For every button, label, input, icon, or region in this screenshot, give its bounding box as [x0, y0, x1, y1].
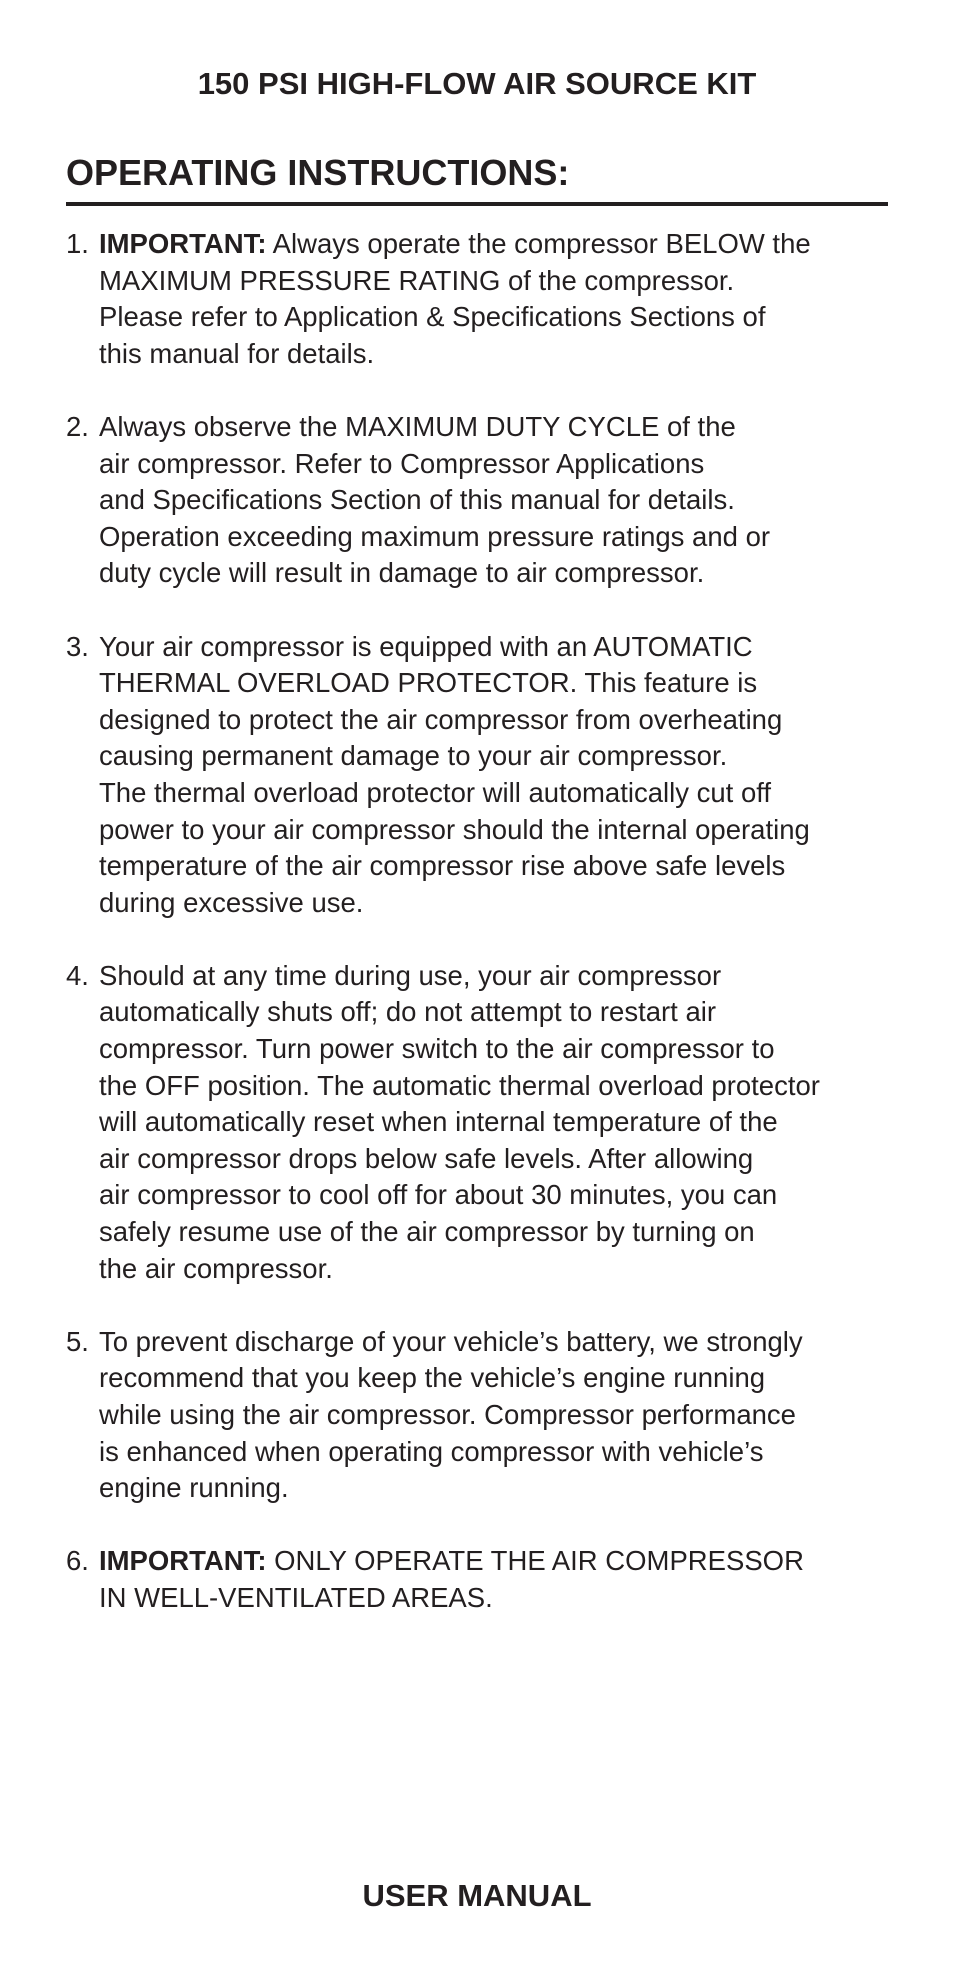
- instruction-item: [66, 958, 896, 1287]
- line-text: air compressor drops below safe levels. After allowing: [99, 1142, 754, 1174]
- line-text: The thermal overload protector will automatically cut off: [99, 776, 772, 808]
- instruction-line: [99, 812, 896, 849]
- line-text: To prevent discharge of your vehicle’s battery, we strongly: [99, 1325, 803, 1357]
- line-text: is enhanced when operating compressor with vehicle’s: [99, 1435, 764, 1467]
- line-text: Your air compressor is equipped with an AUTOMATIC: [99, 630, 753, 662]
- instruction-line: [99, 665, 896, 702]
- line-text: causing permanent damage to your air compressor.: [99, 740, 728, 772]
- instruction-item: [66, 226, 896, 372]
- important-label: IMPORTANT:: [99, 228, 267, 259]
- instruction-text: [99, 629, 896, 922]
- footer-title: USER MANUAL: [362, 1878, 592, 1913]
- instruction-line: [99, 738, 896, 775]
- line-text: Always operate the compressor BELOW the: [272, 228, 811, 259]
- line-text: during excessive use.: [99, 886, 364, 918]
- line-text: duty cycle will result in damage to air compressor.: [99, 557, 705, 589]
- instruction-line: [99, 555, 896, 592]
- line-text: compressor. Turn power switch to the air compressor to: [99, 1033, 775, 1065]
- instruction-line: [99, 1141, 896, 1178]
- instruction-item: [66, 1543, 896, 1616]
- instruction-line: [99, 409, 896, 446]
- instruction-line: [99, 336, 896, 373]
- instruction-line: [99, 1324, 896, 1361]
- line-text: and Specifications Section of this manual for details.: [99, 484, 735, 516]
- heading-divider: [66, 202, 888, 206]
- line-text: air compressor to cool off for about 30 minutes, you can: [99, 1179, 778, 1211]
- instruction-number: 2.: [66, 410, 89, 442]
- instruction-line: [99, 1214, 896, 1251]
- instruction-text: [99, 226, 896, 372]
- instruction-line: [99, 1177, 896, 1214]
- instruction-line: [99, 958, 896, 995]
- line-text: ONLY OPERATE THE AIR COMPRESSOR: [274, 1545, 804, 1577]
- instruction-line: [99, 885, 896, 922]
- instructions-list: [66, 226, 896, 1653]
- line-text: safely resume use of the air compressor by turning on: [99, 1216, 755, 1248]
- line-text: temperature of the air compressor rise above safe levels: [99, 850, 786, 882]
- instruction-number: 3.: [66, 630, 89, 662]
- instruction-line: [99, 994, 896, 1031]
- line-text: Operation exceeding maximum pressure ratings and or: [99, 520, 771, 552]
- line-text: the air compressor.: [99, 1252, 333, 1284]
- important-label: IMPORTANT:: [99, 1545, 267, 1577]
- instruction-line: [99, 299, 896, 336]
- instruction-line: [99, 482, 896, 519]
- instruction-line: [99, 775, 896, 812]
- instruction-line: [99, 702, 896, 739]
- document-title: 150 PSI HIGH-FLOW AIR SOURCE KIT: [197, 66, 757, 101]
- section-heading: OPERATING INSTRUCTIONS:: [66, 152, 570, 193]
- line-text: while using the air compressor. Compressor performance: [99, 1399, 796, 1430]
- line-text: engine running.: [99, 1472, 289, 1504]
- instruction-line: [99, 1434, 896, 1471]
- instruction-line: [99, 519, 896, 556]
- instruction-item: [66, 629, 896, 922]
- instruction-line: [99, 1031, 896, 1068]
- line-text: Please refer to Application & Specifications Sections of: [99, 301, 766, 333]
- line-text: power to your air compressor should the internal operating: [99, 813, 810, 845]
- instruction-line: [99, 1397, 896, 1434]
- line-text: MAXIMUM PRESSURE RATING of the compressor.: [99, 264, 735, 296]
- line-text: Should at any time during use, your air compressor: [99, 959, 722, 991]
- instruction-line: [99, 1470, 896, 1507]
- line-text: this manual for details.: [99, 337, 375, 369]
- instruction-text: [99, 1324, 896, 1507]
- instruction-line: [99, 1104, 896, 1141]
- line-text: IN WELL-VENTILATED AREAS.: [99, 1581, 493, 1613]
- instruction-line: [99, 1543, 896, 1580]
- instruction-line: [99, 1068, 896, 1105]
- line-text: automatically shuts off; do not attempt to restart air: [99, 996, 717, 1028]
- line-text: air compressor. Refer to Compressor Applications: [99, 447, 705, 479]
- line-text: THERMAL OVERLOAD PROTECTOR. This feature is: [99, 667, 758, 699]
- instruction-line: [99, 629, 896, 666]
- instruction-line: [99, 1580, 896, 1617]
- instruction-line: [99, 446, 896, 483]
- line-text: Always observe the MAXIMUM DUTY CYCLE of the: [99, 410, 736, 442]
- instruction-line: [99, 848, 896, 885]
- line-text: recommend that you keep the vehicle’s engine running: [99, 1362, 766, 1394]
- instruction-number: 6.: [66, 1545, 89, 1577]
- instruction-text: [99, 409, 896, 592]
- instruction-item: [66, 409, 896, 592]
- instruction-text: [99, 958, 896, 1287]
- instruction-number: 1.: [66, 228, 89, 259]
- line-text: the OFF position. The automatic thermal overload protector: [99, 1069, 820, 1101]
- instruction-line: [99, 263, 896, 300]
- instruction-line: [99, 1360, 896, 1397]
- instruction-text: [99, 1543, 896, 1616]
- instruction-line: [99, 226, 896, 263]
- instruction-item: [66, 1324, 896, 1507]
- line-text: will automatically reset when internal temperature of the: [99, 1106, 778, 1138]
- line-text: designed to protect the air compressor from overheating: [99, 703, 783, 735]
- instruction-line: [99, 1251, 896, 1288]
- instruction-number: 4.: [66, 959, 89, 991]
- instruction-number: 5.: [66, 1325, 89, 1357]
